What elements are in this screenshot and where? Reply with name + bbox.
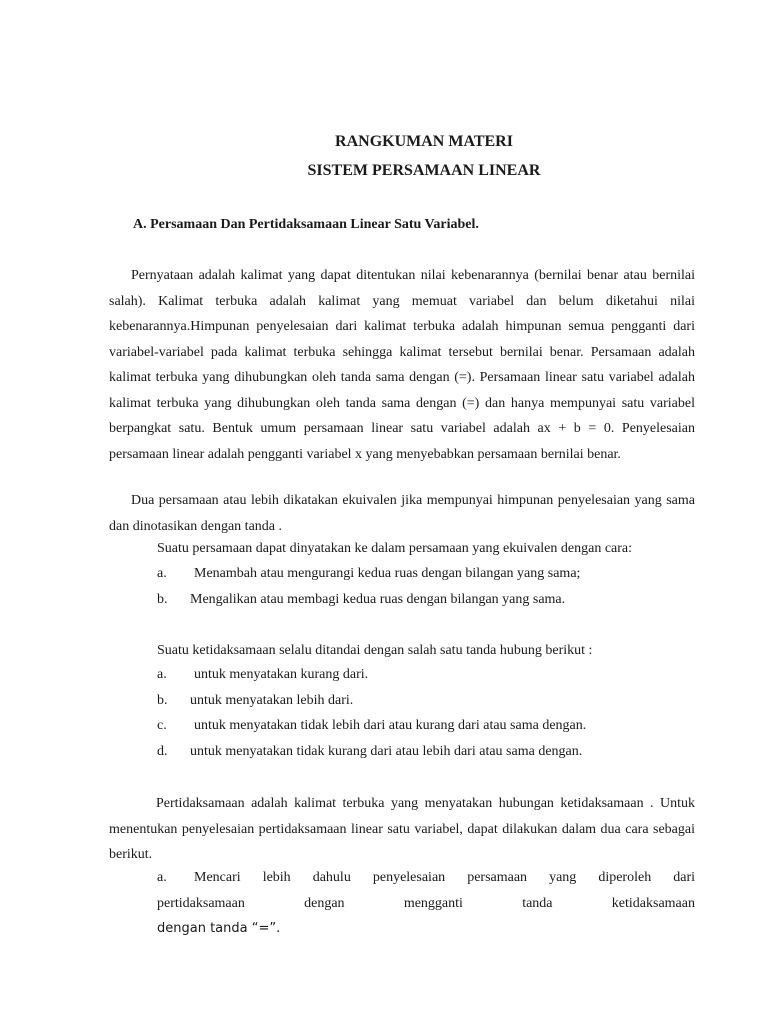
document-title: RANGKUMAN MATERI — [335, 133, 513, 150]
step-label: a. — [157, 870, 167, 885]
list-item-text: untuk menyatakan tidak kurang dari atau lebih dari atau sama dengan. — [190, 744, 583, 759]
list-item-label: a. — [157, 667, 167, 682]
list-item-label: a. — [157, 566, 167, 581]
paragraph-inequality: Pertidaksamaan adalah kalimat terbuka yang menyatakan hubungan ketidaksamaan . Untuk menentukan penyelesaian pertidaksamaan linear satu variabel, dapat dilakukan dalam dua cara sebagai berikut. — [109, 796, 695, 862]
step-word: dahulu — [312, 870, 351, 885]
equivalent-intro: Suatu persamaan dapat dinyatakan ke dalam persamaan yang ekuivalen dengan cara: — [157, 541, 633, 556]
document-subtitle: SISTEM PERSAMAAN LINEAR — [307, 162, 541, 179]
step-word: persamaan — [467, 870, 528, 885]
paragraph-equivalent: Dua persamaan atau lebih dikatakan ekuivalen jika mempunyai himpunan penyelesaian yang sama dan dinotasikan dengan tanda . — [109, 493, 695, 534]
step-line-3: dengan tanda “=”. — [157, 921, 281, 936]
step-word: yang — [549, 870, 577, 885]
step-word: pertidaksamaan — [157, 896, 245, 911]
list-item-text: untuk menyatakan lebih dari. — [190, 693, 354, 708]
step-word: dari — [673, 870, 695, 885]
step-word: lebih — [262, 870, 291, 885]
list-item-text: Menambah atau mengurangi kedua ruas dengan bilangan yang sama; — [194, 566, 581, 581]
step-word: penyelesaian — [372, 870, 446, 885]
list-item-label: c. — [157, 718, 167, 733]
step-line-2 — [157, 896, 695, 912]
list-item-text: untuk menyatakan kurang dari. — [194, 667, 369, 682]
inequality-intro: Suatu ketidaksamaan selalu ditandai dengan salah satu tanda hubung berikut : — [157, 643, 593, 658]
step-line-1 — [194, 870, 695, 886]
step-word: tanda — [522, 896, 553, 911]
list-item-text: untuk menyatakan tidak lebih dari atau kurang dari atau sama dengan. — [194, 718, 587, 733]
paragraph-definitions: Pernyataan adalah kalimat yang dapat ditentukan nilai kebenarannya (bernilai benar atau bernilai salah). Kalimat terbuka adalah kalimat yang memuat variabel dan belum diketahui nilai kebenarannya.Himpunan penyelesaian dari kalimat terbuka adalah himpunan semua pengganti dari variabel-variabel pada kalimat terbuka sehingga kalimat tersebut bernilai benar. Persamaan adalah kalimat terbuka yang dihubungkan oleh tanda sama dengan (=). Persamaan linear satu variabel adalah kalimat terbuka yang dihubungkan oleh tanda sama dengan (=) dan hanya mempunyai satu variabel berpangkat satu. Bentuk umum persamaan linear satu variabel adalah ax + b = 0. Penyelesaian persamaan linear adalah pengganti variabel x yang menyebabkan persamaan bernilai benar. — [109, 268, 695, 462]
list-item-label: b. — [157, 693, 168, 708]
list-item-label: b. — [157, 592, 168, 607]
step-word: Mencari — [194, 870, 241, 885]
step-word: ketidaksamaan — [611, 896, 695, 911]
step-word: mengganti — [403, 896, 463, 911]
step-word: dengan — [304, 896, 345, 911]
step-word: diperoleh — [598, 870, 652, 885]
list-item-label: d. — [157, 744, 168, 759]
list-item-text: Mengalikan atau membagi kedua ruas dengan bilangan yang sama. — [190, 592, 566, 607]
section-heading: A. Persamaan Dan Pertidaksamaan Linear Satu Variabel. — [133, 217, 479, 232]
